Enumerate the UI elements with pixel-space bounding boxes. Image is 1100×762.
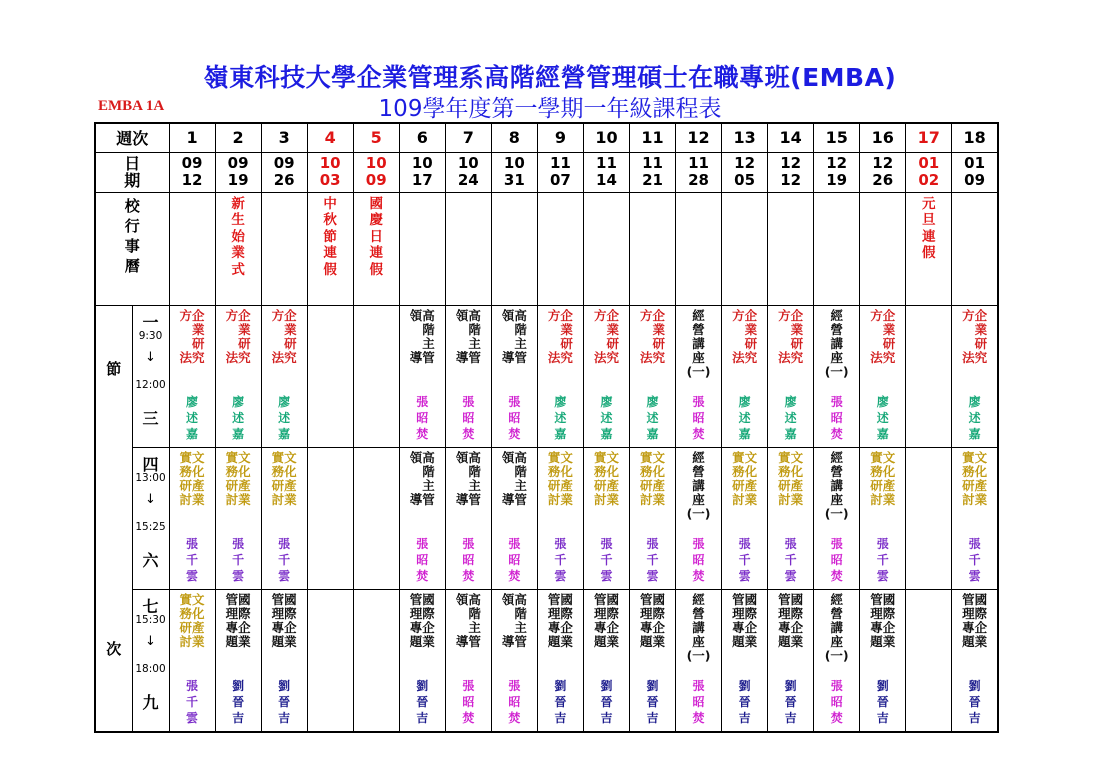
course-cell bbox=[261, 305, 307, 447]
teacher-name: 劉 晉 吉 bbox=[646, 678, 659, 725]
course-cell bbox=[215, 589, 261, 732]
course-cell bbox=[722, 447, 768, 589]
teacher-name: 張 千 雲 bbox=[554, 536, 567, 583]
schedule-table bbox=[94, 122, 999, 733]
course-name: 管國 理際 專企 題業 bbox=[640, 591, 666, 649]
events-header-label: 校 行 事 曆 bbox=[95, 192, 169, 305]
period-start: 七 bbox=[142, 596, 159, 616]
week-number: 1 bbox=[169, 123, 215, 152]
course-name: 方企 業 研 法究 bbox=[640, 307, 666, 365]
week-date: 10 09 bbox=[353, 152, 399, 192]
course-cell bbox=[814, 589, 860, 732]
course-name: 領高 階 主 導管 bbox=[409, 449, 435, 507]
title-line-2: 109學年度第一學期一年級課程表 bbox=[378, 96, 722, 122]
course-name: 管國 理際 專企 題業 bbox=[732, 591, 758, 649]
teacher-name: 張 千 雲 bbox=[186, 678, 199, 725]
course-name: 方企 業 研 法究 bbox=[962, 307, 988, 365]
week-date: 01 02 bbox=[906, 152, 952, 192]
teacher-name: 劉 晉 吉 bbox=[738, 678, 751, 725]
course-name: 方企 業 研 法究 bbox=[778, 307, 804, 365]
class-tag: EMBA 1A bbox=[98, 98, 165, 114]
teacher-name: 張 昭 焚 bbox=[462, 536, 475, 583]
course-cell bbox=[583, 589, 629, 732]
period-time-start: 9:30 bbox=[138, 329, 163, 342]
teacher-name: 廖 述 嘉 bbox=[738, 394, 751, 441]
teacher-name: 張 昭 焚 bbox=[692, 678, 705, 725]
course-cell bbox=[583, 305, 629, 447]
teacher-name: 張 昭 焚 bbox=[508, 536, 521, 583]
course-name: 實文 務化 研產 討業 bbox=[547, 449, 573, 507]
course-cell bbox=[169, 305, 215, 447]
course-cell bbox=[629, 305, 675, 447]
teacher-name: 劉 晉 吉 bbox=[554, 678, 567, 725]
week-date: 12 12 bbox=[768, 152, 814, 192]
course-name: 方企 業 研 法究 bbox=[547, 307, 573, 365]
course-cell bbox=[629, 447, 675, 589]
course-cell bbox=[952, 589, 998, 732]
course-name: 管國 理際 專企 題業 bbox=[593, 591, 619, 649]
course-name: 領高 階 主 導管 bbox=[455, 591, 481, 649]
course-cell bbox=[399, 447, 445, 589]
course-name: 經 營 講 座 (一) bbox=[824, 307, 849, 379]
week-number: 18 bbox=[952, 123, 998, 152]
title-line-1: 嶺東科技大學企業管理系高階經營管理碩士在職專班(EMBA) bbox=[203, 63, 897, 92]
teacher-name: 廖 述 嘉 bbox=[968, 394, 981, 441]
week-number: 12 bbox=[676, 123, 722, 152]
teacher-name: 廖 述 嘉 bbox=[784, 394, 797, 441]
week-number: 15 bbox=[814, 123, 860, 152]
week-date: 12 26 bbox=[860, 152, 906, 192]
course-name: 經 營 講 座 (一) bbox=[824, 449, 849, 521]
week-number: 3 bbox=[261, 123, 307, 152]
course-cell bbox=[353, 305, 399, 447]
calendar-event: 元 旦 連 假 bbox=[906, 192, 952, 305]
teacher-name: 張 千 雲 bbox=[278, 536, 291, 583]
course-name: 管國 理際 專企 題業 bbox=[271, 591, 297, 649]
course-cell bbox=[215, 305, 261, 447]
course-cell bbox=[353, 589, 399, 732]
course-name: 經 營 講 座 (一) bbox=[686, 449, 711, 521]
period-side-label bbox=[95, 305, 132, 732]
course-cell bbox=[537, 305, 583, 447]
week-number: 16 bbox=[860, 123, 906, 152]
course-cell bbox=[491, 305, 537, 447]
teacher-name: 劉 晉 吉 bbox=[968, 678, 981, 725]
week-date: 09 26 bbox=[261, 152, 307, 192]
calendar-event bbox=[676, 192, 722, 305]
course-cell bbox=[491, 589, 537, 732]
teacher-name: 劉 晉 吉 bbox=[416, 678, 429, 725]
week-number: 6 bbox=[399, 123, 445, 152]
week-date: 11 28 bbox=[676, 152, 722, 192]
calendar-event: 中 秋 節 連 假 bbox=[307, 192, 353, 305]
week-date: 12 05 bbox=[722, 152, 768, 192]
course-name: 實文 務化 研產 討業 bbox=[732, 449, 758, 507]
course-cell bbox=[445, 305, 491, 447]
course-name: 經 營 講 座 (一) bbox=[686, 307, 711, 379]
course-name: 實文 務化 研產 討業 bbox=[179, 449, 205, 507]
calendar-event bbox=[537, 192, 583, 305]
teacher-name: 廖 述 嘉 bbox=[232, 394, 245, 441]
course-name: 領高 階 主 導管 bbox=[501, 591, 527, 649]
period-end: 九 bbox=[142, 692, 159, 712]
course-name: 方企 業 研 法究 bbox=[732, 307, 758, 365]
week-number: 7 bbox=[445, 123, 491, 152]
course-cell bbox=[261, 589, 307, 732]
period-end: 六 bbox=[142, 550, 159, 570]
course-name: 管國 理際 專企 題業 bbox=[778, 591, 804, 649]
calendar-event bbox=[491, 192, 537, 305]
course-name: 管國 理際 專企 題業 bbox=[962, 591, 988, 649]
course-cell bbox=[814, 305, 860, 447]
teacher-name: 劉 晉 吉 bbox=[876, 678, 889, 725]
teacher-name: 張 昭 焚 bbox=[692, 394, 705, 441]
course-name: 實文 務化 研產 討業 bbox=[870, 449, 896, 507]
teacher-name: 張 昭 焚 bbox=[416, 394, 429, 441]
course-name: 領高 階 主 導管 bbox=[455, 449, 481, 507]
teacher-name: 廖 述 嘉 bbox=[600, 394, 613, 441]
course-cell bbox=[906, 589, 952, 732]
course-name: 管國 理際 專企 題業 bbox=[547, 591, 573, 649]
course-cell bbox=[307, 447, 353, 589]
course-name: 領高 階 主 導管 bbox=[409, 307, 435, 365]
week-number: 9 bbox=[537, 123, 583, 152]
course-cell bbox=[169, 447, 215, 589]
calendar-event bbox=[399, 192, 445, 305]
course-cell bbox=[399, 589, 445, 732]
week-number: 14 bbox=[768, 123, 814, 152]
course-name: 領高 階 主 導管 bbox=[501, 307, 527, 365]
teacher-name: 張 千 雲 bbox=[186, 536, 199, 583]
period-time-start: 15:30 bbox=[135, 613, 166, 626]
calendar-event bbox=[445, 192, 491, 305]
course-name: 實文 務化 研產 討業 bbox=[179, 591, 205, 649]
course-cell bbox=[676, 589, 722, 732]
course-name: 方企 業 研 法究 bbox=[179, 307, 205, 365]
course-cell bbox=[169, 589, 215, 732]
week-date: 10 17 bbox=[399, 152, 445, 192]
teacher-name: 廖 述 嘉 bbox=[646, 394, 659, 441]
week-date: 11 21 bbox=[629, 152, 675, 192]
course-cell bbox=[952, 305, 998, 447]
week-date: 01 09 bbox=[952, 152, 998, 192]
course-name: 方企 業 研 法究 bbox=[225, 307, 251, 365]
course-cell bbox=[722, 589, 768, 732]
teacher-name: 張 千 雲 bbox=[738, 536, 751, 583]
teacher-name: 張 昭 焚 bbox=[462, 678, 475, 725]
down-arrow-icon: ↓ bbox=[145, 491, 156, 507]
course-cell bbox=[768, 589, 814, 732]
teacher-name: 張 昭 焚 bbox=[508, 678, 521, 725]
teacher-name: 廖 述 嘉 bbox=[554, 394, 567, 441]
course-cell bbox=[537, 589, 583, 732]
teacher-name: 劉 晉 吉 bbox=[784, 678, 797, 725]
course-cell bbox=[860, 447, 906, 589]
course-name: 管國 理際 專企 題業 bbox=[409, 591, 435, 649]
teacher-name: 張 昭 焚 bbox=[830, 536, 843, 583]
course-name: 實文 務化 研產 討業 bbox=[593, 449, 619, 507]
course-name: 實文 務化 研產 討業 bbox=[271, 449, 297, 507]
period-label-top: 節 bbox=[106, 359, 122, 378]
course-name: 實文 務化 研產 討業 bbox=[225, 449, 251, 507]
week-number: 10 bbox=[583, 123, 629, 152]
course-cell bbox=[537, 447, 583, 589]
teacher-name: 劉 晉 吉 bbox=[278, 678, 291, 725]
calendar-event bbox=[722, 192, 768, 305]
period-time-cell bbox=[132, 305, 169, 447]
course-cell bbox=[583, 447, 629, 589]
teacher-name: 劉 晉 吉 bbox=[232, 678, 245, 725]
week-number: 5 bbox=[353, 123, 399, 152]
course-cell bbox=[307, 589, 353, 732]
course-name: 領高 階 主 導管 bbox=[455, 307, 481, 365]
teacher-name: 張 昭 焚 bbox=[416, 536, 429, 583]
teacher-name: 張 千 雲 bbox=[232, 536, 245, 583]
week-header-label: 週次 bbox=[95, 123, 169, 152]
course-cell bbox=[445, 447, 491, 589]
teacher-name: 張 昭 焚 bbox=[830, 394, 843, 441]
calendar-event: 國 慶 日 連 假 bbox=[353, 192, 399, 305]
course-name: 方企 業 研 法究 bbox=[271, 307, 297, 365]
week-number: 8 bbox=[491, 123, 537, 152]
course-name: 實文 務化 研產 討業 bbox=[778, 449, 804, 507]
week-date: 09 19 bbox=[215, 152, 261, 192]
period-end: 三 bbox=[142, 408, 159, 428]
week-number: 13 bbox=[722, 123, 768, 152]
course-cell bbox=[952, 447, 998, 589]
period-time-cell bbox=[132, 447, 169, 589]
week-date: 11 14 bbox=[583, 152, 629, 192]
week-date: 10 31 bbox=[491, 152, 537, 192]
course-name: 實文 務化 研產 討業 bbox=[962, 449, 988, 507]
course-cell bbox=[906, 447, 952, 589]
teacher-name: 張 昭 焚 bbox=[692, 536, 705, 583]
week-number: 2 bbox=[215, 123, 261, 152]
week-number: 11 bbox=[629, 123, 675, 152]
course-name: 方企 業 研 法究 bbox=[870, 307, 896, 365]
period-start: 一 bbox=[142, 312, 159, 332]
teacher-name: 廖 述 嘉 bbox=[186, 394, 199, 441]
teacher-name: 張 千 雲 bbox=[600, 536, 613, 583]
week-number: 17 bbox=[906, 123, 952, 152]
teacher-name: 張 千 雲 bbox=[968, 536, 981, 583]
period-start: 四 bbox=[142, 454, 159, 474]
course-cell bbox=[722, 305, 768, 447]
course-cell bbox=[261, 447, 307, 589]
course-cell bbox=[906, 305, 952, 447]
course-cell bbox=[768, 305, 814, 447]
calendar-event bbox=[952, 192, 998, 305]
calendar-event bbox=[768, 192, 814, 305]
calendar-event bbox=[261, 192, 307, 305]
calendar-event bbox=[629, 192, 675, 305]
week-date: 12 19 bbox=[814, 152, 860, 192]
course-cell bbox=[629, 589, 675, 732]
calendar-event: 新 生 始 業 式 bbox=[215, 192, 261, 305]
calendar-event bbox=[814, 192, 860, 305]
course-name: 方企 業 研 法究 bbox=[593, 307, 619, 365]
calendar-event bbox=[583, 192, 629, 305]
course-cell bbox=[307, 305, 353, 447]
course-cell bbox=[353, 447, 399, 589]
teacher-name: 廖 述 嘉 bbox=[876, 394, 889, 441]
course-cell bbox=[814, 447, 860, 589]
teacher-name: 張 昭 焚 bbox=[462, 394, 475, 441]
period-time-end: 12:00 bbox=[135, 378, 166, 391]
down-arrow-icon: ↓ bbox=[145, 349, 156, 365]
course-name: 經 營 講 座 (一) bbox=[686, 591, 711, 663]
course-cell bbox=[445, 589, 491, 732]
course-cell bbox=[399, 305, 445, 447]
period-time-cell bbox=[132, 589, 169, 732]
teacher-name: 張 千 雲 bbox=[646, 536, 659, 583]
week-date: 11 07 bbox=[537, 152, 583, 192]
date-header-label: 日 期 bbox=[95, 152, 169, 192]
week-date: 10 03 bbox=[307, 152, 353, 192]
course-name: 實文 務化 研產 討業 bbox=[640, 449, 666, 507]
course-name: 領高 階 主 導管 bbox=[501, 449, 527, 507]
course-cell bbox=[860, 305, 906, 447]
course-cell bbox=[491, 447, 537, 589]
period-time-end: 15:25 bbox=[135, 520, 166, 533]
course-name: 管國 理際 專企 題業 bbox=[870, 591, 896, 649]
week-date: 09 12 bbox=[169, 152, 215, 192]
course-cell bbox=[676, 305, 722, 447]
teacher-name: 劉 晉 吉 bbox=[600, 678, 613, 725]
week-date: 10 24 bbox=[445, 152, 491, 192]
calendar-event bbox=[169, 192, 215, 305]
down-arrow-icon: ↓ bbox=[145, 633, 156, 649]
teacher-name: 張 昭 焚 bbox=[830, 678, 843, 725]
course-cell bbox=[768, 447, 814, 589]
teacher-name: 張 千 雲 bbox=[784, 536, 797, 583]
course-name: 經 營 講 座 (一) bbox=[824, 591, 849, 663]
course-cell bbox=[860, 589, 906, 732]
week-number: 4 bbox=[307, 123, 353, 152]
period-time-start: 13:00 bbox=[135, 471, 166, 484]
teacher-name: 廖 述 嘉 bbox=[278, 394, 291, 441]
teacher-name: 張 千 雲 bbox=[876, 536, 889, 583]
period-label-bottom: 次 bbox=[106, 639, 122, 658]
course-cell bbox=[676, 447, 722, 589]
calendar-event bbox=[860, 192, 906, 305]
period-time-end: 18:00 bbox=[135, 662, 166, 675]
course-cell bbox=[215, 447, 261, 589]
teacher-name: 張 昭 焚 bbox=[508, 394, 521, 441]
course-name: 管國 理際 專企 題業 bbox=[225, 591, 251, 649]
